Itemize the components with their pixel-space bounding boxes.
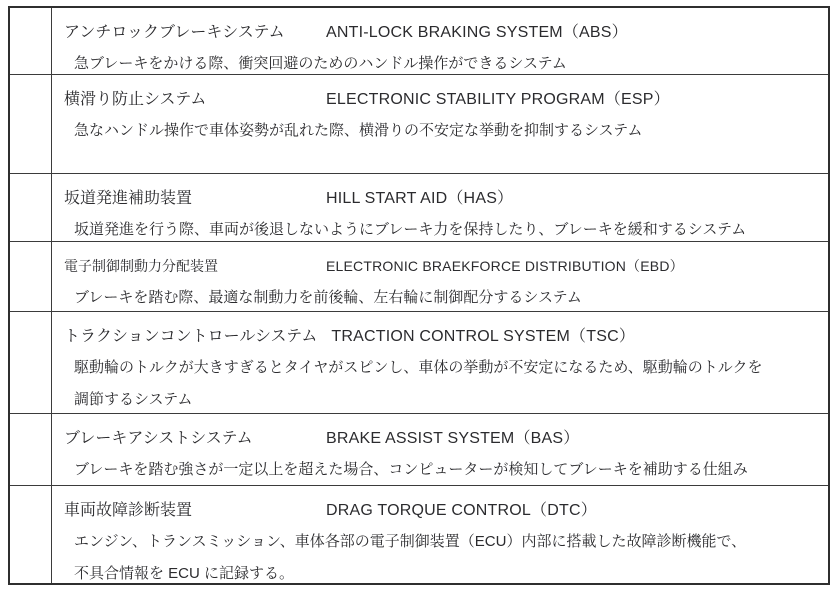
system-name-jp: アンチロックブレーキシステム bbox=[64, 24, 285, 41]
table-row bbox=[10, 8, 828, 74]
description-line: 坂道発進を行う際、車両が後退しないようにブレーキ力を保持したり、ブレーキを緩和するシステム bbox=[74, 221, 747, 238]
system-name-en: ELECTRONIC STABILITY PROGRAM（ESP） bbox=[326, 91, 670, 108]
row-marker-cell bbox=[10, 8, 52, 74]
system-cell bbox=[52, 414, 828, 485]
description-line: 急ブレーキをかける際、衝突回避のためのハンドル操作ができるシステム bbox=[74, 55, 567, 72]
description-line: エンジン、トランスミッション、車体各部の電子制御装置（ECU）内部に搭載した故障診断機能で、 bbox=[74, 533, 747, 550]
vehicle-systems-table bbox=[8, 6, 830, 585]
row-marker-cell bbox=[10, 242, 52, 311]
system-cell bbox=[52, 174, 828, 241]
system-description bbox=[64, 352, 818, 413]
system-description bbox=[64, 48, 818, 74]
table-row bbox=[10, 74, 828, 173]
system-name-en: TRACTION CONTROL SYSTEM（TSC） bbox=[331, 328, 636, 345]
description-line: ブレーキを踏む際、最適な制動力を前後輪、左右輪に制御配分するシステム bbox=[74, 289, 582, 306]
system-name-jp: 坂道発進補助装置 bbox=[64, 190, 193, 207]
row-marker-cell bbox=[10, 174, 52, 241]
system-title bbox=[64, 84, 818, 115]
table-row bbox=[10, 173, 828, 241]
system-name-jp: 車両故障診断装置 bbox=[64, 502, 193, 519]
system-name-en: DRAG TORQUE CONTROL（DTC） bbox=[326, 502, 597, 519]
table-row bbox=[10, 413, 828, 485]
system-cell bbox=[52, 75, 828, 173]
system-name-en: HILL START AID（HAS） bbox=[326, 190, 514, 207]
description-line: 不具合情報を ECU に記録する。 bbox=[74, 565, 295, 582]
system-title bbox=[64, 423, 818, 454]
system-description bbox=[64, 454, 818, 485]
description-line: ブレーキを踏む強さが一定以上を超えた場合、コンピューターが検知してブレーキを補助する仕組み bbox=[74, 461, 748, 478]
system-name-jp: 電子制御制動力分配装置 bbox=[64, 258, 218, 274]
row-marker-cell bbox=[10, 312, 52, 413]
system-name-jp: トラクションコントロールシステム bbox=[64, 328, 318, 345]
system-name-en: BRAKE ASSIST SYSTEM（BAS） bbox=[326, 430, 580, 447]
row-marker-cell bbox=[10, 414, 52, 485]
system-name-jp: 横滑り防止システム bbox=[64, 91, 207, 108]
table-row bbox=[10, 241, 828, 311]
row-marker-cell bbox=[10, 75, 52, 173]
system-title bbox=[64, 495, 818, 526]
row-marker-cell bbox=[10, 486, 52, 583]
system-name-jp: ブレーキアシストシステム bbox=[64, 430, 253, 447]
system-title bbox=[64, 17, 818, 48]
table-row bbox=[10, 485, 828, 583]
system-title bbox=[64, 251, 818, 282]
description-line: 調節するシステム bbox=[74, 391, 193, 408]
system-cell bbox=[52, 486, 828, 583]
table-row bbox=[10, 311, 828, 413]
system-name-en: ANTI-LOCK BRAKING SYSTEM（ABS） bbox=[326, 24, 628, 41]
description-line: 急なハンドル操作で車体姿勢が乱れた際、横滑りの不安定な挙動を抑制するシステム bbox=[74, 122, 643, 139]
system-description bbox=[64, 214, 818, 241]
system-description bbox=[64, 526, 818, 583]
description-line: 駆動輪のトルクが大きすぎるとタイヤがスピンし、車体の挙動が不安定になるため、駆動輪のトルクを bbox=[74, 359, 763, 376]
system-description bbox=[64, 282, 818, 311]
system-title bbox=[64, 183, 818, 214]
system-name-en: ELECTRONIC BRAEKFORCE DISTRIBUTION（EBD） bbox=[326, 258, 684, 274]
system-cell bbox=[52, 312, 828, 413]
system-title bbox=[64, 321, 818, 352]
system-cell bbox=[52, 8, 828, 74]
system-cell bbox=[52, 242, 828, 311]
system-description bbox=[64, 115, 818, 147]
